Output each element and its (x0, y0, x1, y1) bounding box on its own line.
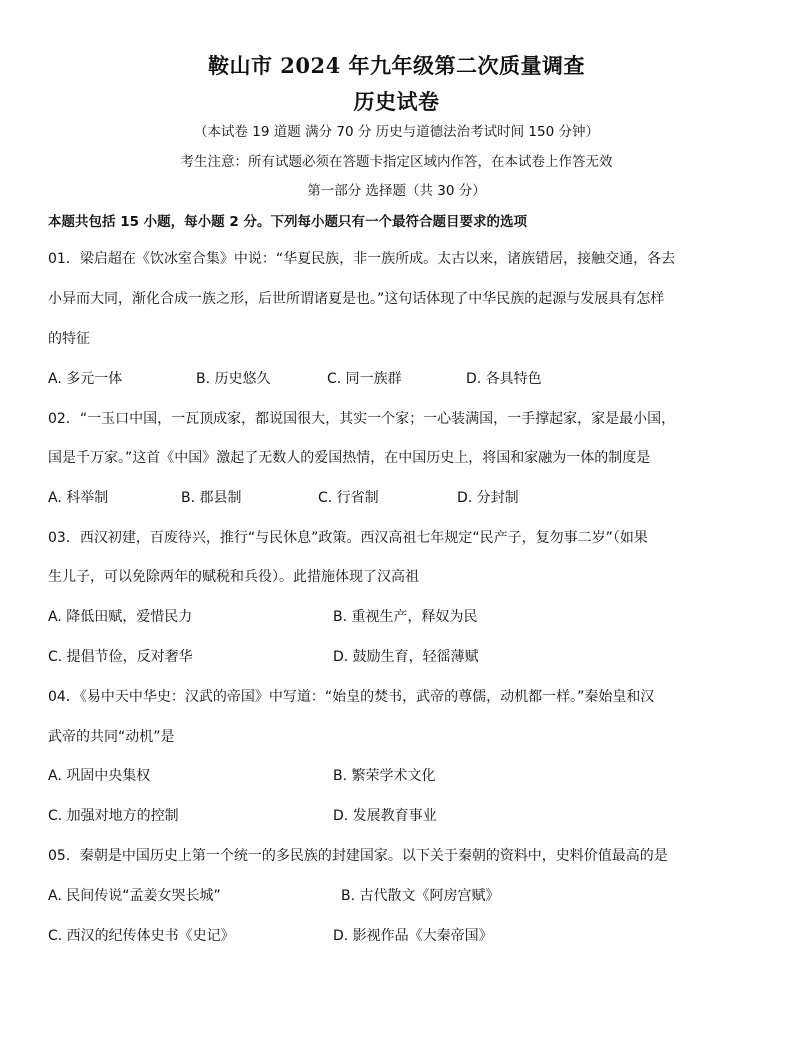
option-b: B. 历史悠久 (196, 371, 271, 387)
exam-meta: （本试卷 19 道题 满分 70 分 历史与道德法治考试时间 150 分钟） (194, 124, 599, 140)
option-b: B. 古代散文《阿房宫赋》 (341, 888, 500, 904)
question-text-line: 生儿子，可以免除两年的赋税和兵役）。此措施体现了汉高祖 (48, 569, 419, 585)
option-c: C. 同一族群 (327, 371, 402, 387)
part-heading: 第一部分 选择题（共 30 分） (307, 183, 486, 199)
option-a: A. 降低田赋，爱惜民力 (48, 609, 193, 625)
option-c: C. 行省制 (318, 490, 379, 506)
question-text-line: 小异而大同，渐化合成一族之形，后世所谓诸夏是也。”这句话体现了中华民族的起源与发展具有怎样 (48, 291, 665, 307)
exam-notice: 考生注意：所有试题必须在答题卡指定区域内作答，在本试卷上作答无效 (180, 154, 613, 170)
question-text-line: 国是千万家。”这首《中国》激起了无数人的爱国热情，在中国历史上，将国和家融为一体的制度是 (48, 450, 651, 466)
question-text-line: 05．秦朝是中国历史上第一个统一的多民族的封建国家。以下关于秦朝的资料中，史料价值最高的是 (48, 848, 668, 864)
option-b: B. 郡县制 (181, 490, 242, 506)
question-text-line: 的特征 (48, 331, 90, 347)
exam-title: 鞍山市 2024 年九年级第二次质量调查 (207, 53, 586, 78)
option-a: A. 民间传说“孟姜女哭长城” (48, 888, 221, 904)
option-d: D. 分封制 (457, 490, 519, 506)
question-text-line: 武帝的共同“动机”是 (48, 729, 175, 745)
option-b: B. 繁荣学术文化 (333, 768, 436, 784)
option-d: D. 各具特色 (466, 371, 542, 387)
option-b: B. 重视生产，释奴为民 (333, 609, 478, 625)
question-text-line: 02．“一玉口中国，一瓦顶成家，都说国很大，其实一个家；一心装满国，一手撑起家，家是最小国， (48, 411, 676, 427)
option-c: C. 提倡节俭，反对奢华 (48, 649, 193, 665)
option-c: C. 西汉的纪传体史书《史记》 (48, 928, 235, 944)
option-d: D. 影视作品《大秦帝国》 (333, 928, 493, 944)
option-d: D. 鼓励生育，轻徭薄赋 (333, 649, 479, 665)
option-a: A. 巩固中央集权 (48, 768, 151, 784)
option-a: A. 多元一体 (48, 371, 123, 387)
option-a: A. 科举制 (48, 490, 109, 506)
exam-subtitle: 历史试卷 (353, 89, 440, 114)
option-d: D. 发展教育事业 (333, 808, 437, 824)
section-instruction: 本题共包括 15 小题，每小题 2 分。下列每小题只有一个最符合题目要求的选项 (48, 214, 527, 230)
option-c: C. 加强对地方的控制 (48, 808, 179, 824)
question-text-line: 04．《易中天中华史：汉武的帝国》中写道：“始皇的焚书，武帝的尊儒，动机都一样。”秦始皇和汉 (48, 689, 655, 705)
question-text-line: 03．西汉初建，百废待兴，推行“与民休息”政策。西汉高祖七年规定“民产子，复勿事二岁”（如果 (48, 530, 648, 546)
question-text-line: 01．梁启超在《饮冰室合集》中说：“华夏民族，非一族所成。太古以来，诸族错居，接触交通，各去 (48, 251, 676, 267)
